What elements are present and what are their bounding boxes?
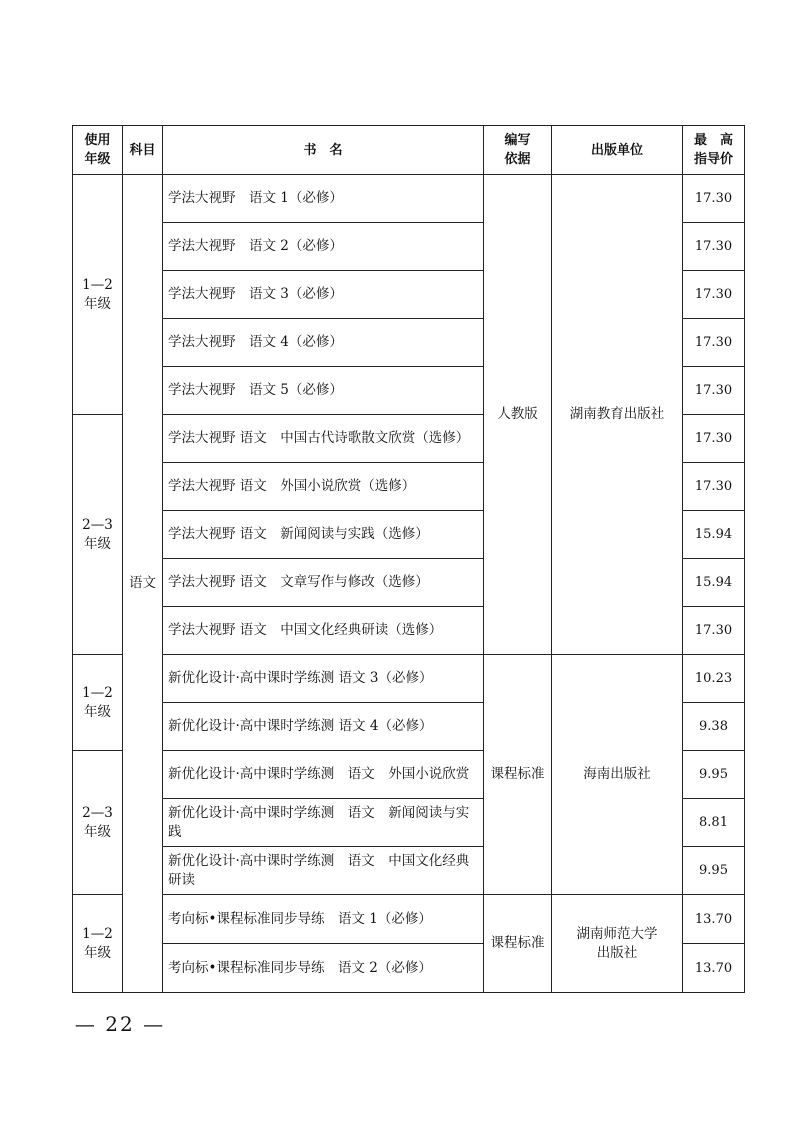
textbook-price-table	[72, 125, 745, 993]
header-basis: 编写 依据	[484, 126, 552, 175]
price-cell: 17.30	[683, 319, 745, 367]
price-cell: 17.30	[683, 607, 745, 655]
header-price: 最 高 指导价	[683, 126, 745, 175]
header-row	[73, 126, 745, 175]
grade-cell: 2—3 年级	[73, 415, 123, 655]
page-number: — 22 —	[74, 1012, 166, 1036]
price-cell: 17.30	[683, 463, 745, 511]
price-cell: 17.30	[683, 367, 745, 415]
title-cell: 新优化设计·高中课时学练测 语文 外国小说欣赏	[163, 751, 484, 799]
title-cell: 考向标•课程标准同步导练 语文 2（必修）	[163, 944, 484, 993]
price-cell: 17.30	[683, 271, 745, 319]
price-cell: 17.30	[683, 415, 745, 463]
title-cell: 学法大视野 语文 中国古代诗歌散文欣赏（选修）	[163, 415, 484, 463]
title-cell: 学法大视野 语文 文章写作与修改（选修）	[163, 559, 484, 607]
header-publisher: 出版单位	[552, 126, 683, 175]
table-row	[73, 895, 745, 944]
price-cell: 13.70	[683, 895, 745, 944]
price-cell: 13.70	[683, 944, 745, 993]
price-cell: 10.23	[683, 655, 745, 703]
title-cell: 新优化设计·高中课时学练测 语文 4（必修）	[163, 703, 484, 751]
title-cell: 学法大视野 语文 2（必修）	[163, 223, 484, 271]
basis-cell: 课程标准	[484, 655, 552, 895]
price-cell: 17.30	[683, 223, 745, 271]
publisher-cell: 海南出版社	[552, 655, 683, 895]
header-subject: 科目	[123, 126, 163, 175]
price-cell: 9.38	[683, 703, 745, 751]
header-title: 书 名	[163, 126, 484, 175]
grade-cell: 2—3 年级	[73, 751, 123, 895]
table-row	[73, 655, 745, 703]
title-cell: 新优化设计·高中课时学练测 语文 3（必修）	[163, 655, 484, 703]
basis-cell: 人教版	[484, 175, 552, 655]
title-cell: 考向标•课程标准同步导练 语文 1（必修）	[163, 895, 484, 944]
title-cell: 学法大视野 语文 新闻阅读与实践（选修）	[163, 511, 484, 559]
price-cell: 15.94	[683, 559, 745, 607]
title-cell: 学法大视野 语文 1（必修）	[163, 175, 484, 223]
title-cell: 学法大视野 语文 外国小说欣赏（选修）	[163, 463, 484, 511]
grade-cell: 1—2 年级	[73, 655, 123, 751]
price-cell: 15.94	[683, 511, 745, 559]
grade-cell: 1—2 年级	[73, 175, 123, 415]
table-row	[73, 175, 745, 223]
price-cell: 9.95	[683, 751, 745, 799]
title-cell: 新优化设计·高中课时学练测 语文 中国文化经典研读	[163, 847, 484, 895]
title-cell: 学法大视野 语文 4（必修）	[163, 319, 484, 367]
title-cell: 学法大视野 语文 中国文化经典研读（选修）	[163, 607, 484, 655]
publisher-cell: 湖南师范大学 出版社	[552, 895, 683, 993]
basis-cell: 课程标准	[484, 895, 552, 993]
title-cell: 学法大视野 语文 3（必修）	[163, 271, 484, 319]
publisher-cell: 湖南教育出版社	[552, 175, 683, 655]
subject-cell: 语文	[123, 175, 163, 993]
price-cell: 17.30	[683, 175, 745, 223]
price-cell: 8.81	[683, 799, 745, 847]
title-cell: 学法大视野 语文 5（必修）	[163, 367, 484, 415]
grade-cell: 1—2 年级	[73, 895, 123, 993]
price-cell: 9.95	[683, 847, 745, 895]
title-cell: 新优化设计·高中课时学练测 语文 新闻阅读与实践	[163, 799, 484, 847]
header-grade: 使用 年级	[73, 126, 123, 175]
